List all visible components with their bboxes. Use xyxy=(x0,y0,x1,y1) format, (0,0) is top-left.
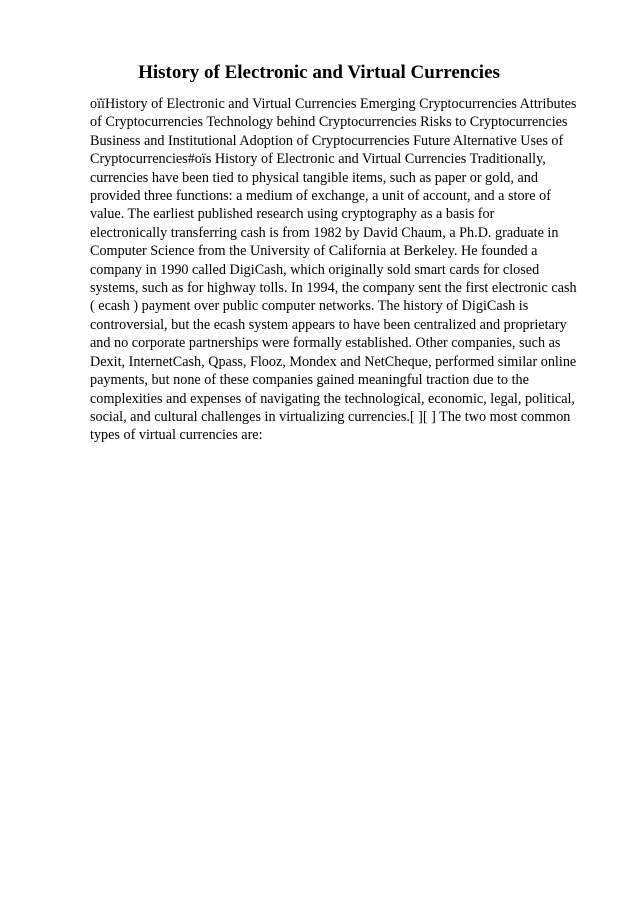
body-line: provided three functions: a medium of exchange, a unit of account, and a store of xyxy=(90,188,551,205)
body-line: controversial, but the ecash system appears to have been centralized and proprietary xyxy=(90,316,567,333)
body-line: and no corporate partnerships were formally established. Other companies, such as xyxy=(90,335,561,352)
body-line: complexities and expenses of navigating the technological, economic, legal, political, xyxy=(90,390,575,407)
body-line: payments, but none of these companies gained meaningful traction due to the xyxy=(90,372,529,389)
body-line: Business and Institutional Adoption of Cryptocurrencies Future Alternative Uses of xyxy=(90,132,564,149)
body-line: Cryptocurrencies#oïs History of Electronic and Virtual Currencies Traditionally, xyxy=(90,151,546,168)
body-line: Computer Science from the University of California at Berkeley. He founded a xyxy=(90,243,538,260)
body-line: types of virtual currencies are: xyxy=(90,427,263,444)
body-line: oïïHistory of Electronic and Virtual Currencies Emerging Cryptocurrencies Attributes xyxy=(90,96,577,112)
body-line: electronically transferring cash is from 1982 by David Chaum, a Ph.D. graduate in xyxy=(90,224,559,241)
body-line: social, and cultural challenges in virtualizing currencies.[ ][ ] The two most common xyxy=(90,408,571,425)
body-line: ( ecash ) payment over public computer networks. The history of DigiCash is xyxy=(90,298,529,315)
body-line: Dexit, InternetCash, Qpass, Flooz, Mondex and NetCheque, performed similar online xyxy=(90,353,577,370)
body-line: company in 1990 called DigiCash, which originally sold smart cards for closed xyxy=(90,261,540,278)
body-line: of Cryptocurrencies Technology behind Cryptocurrencies Risks to Cryptocurrencies xyxy=(90,114,568,131)
body-line: currencies have been tied to physical tangible items, such as paper or gold, and xyxy=(90,169,538,186)
body-line: systems, such as for highway tolls. In 1994, the company sent the first electronic cash xyxy=(90,280,577,297)
body-line: value. The earliest published research using cryptography as a basis for xyxy=(90,206,495,223)
document-body xyxy=(90,95,590,445)
document-title: History of Electronic and Virtual Currencies xyxy=(138,62,500,83)
